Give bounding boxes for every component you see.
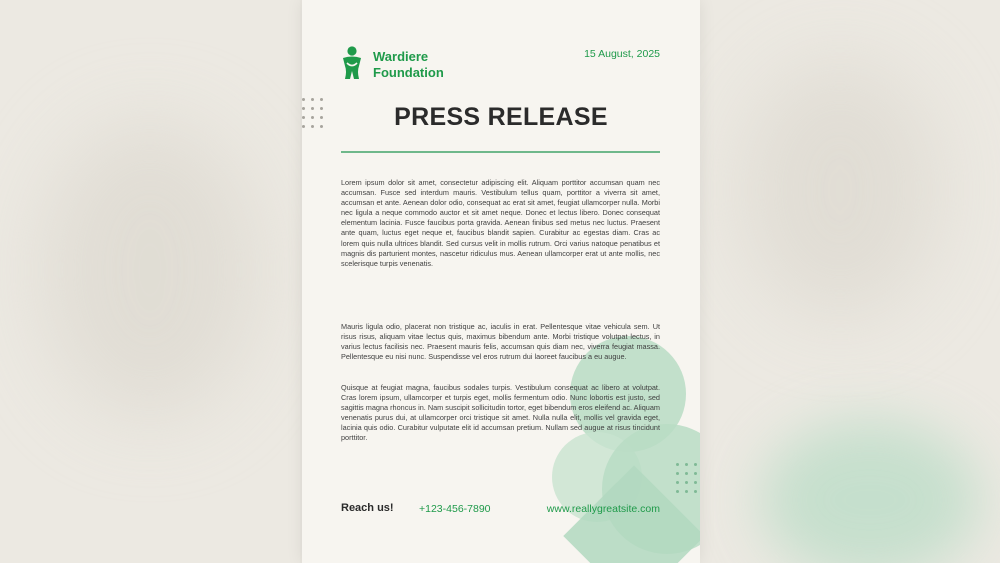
- body-paragraph: Quisque at feugiat magna, faucibus sodales turpis. Vestibulum consequat ac libero at volutpat. Cras lorem ipsum, ullamcorper et turpis eget, mollis fermentum odio. Nunc lobortis est justo, sed sagittis magna rhoncus in. Nam suscipit sollicitudin tortor, eget bibendum eros eleifend ac. Aliquam venenatis purus dui, at ullamcorper orci tristique sit amet. Nulla nulla elit, mollis vel gravida eget, lacinia quis odio. Curabitur vulputate elit id accumsan pretium. Nullam sed augue at risus tincidunt porttitor.: [341, 383, 660, 443]
- reach-us-label: Reach us!: [341, 502, 394, 514]
- contact-footer: [341, 502, 660, 518]
- phone-number[interactable]: +123-456-7890: [419, 503, 491, 515]
- body-paragraph: Lorem ipsum dolor sit amet, consectetur adipiscing elit. Aliquam porttitor accumsan quam nec accumsan. Fusce sed interdum mauris. Vestibulum tellus quam, porttitor a viverra sit amet, accumsan et ante. Aenean dolor odio, consequat ac erat sit amet, feugiat ullamcorper nulla. Morbi nec ligula a neque commodo auctor et sit amet neque. Donec et lectus libero. Donec consequat elementum lacinia. Fusce faucibus porta gravida. Aenean finibus sed metus nec luctus. Praesent ante quam, luctus eget neque et, faucibus blandit sapien. Curabitur ac egestas diam. Cras ac lorem quis nulla ultrices blandit. Sed cursus velit in mollis rutrum. Orci varius natoque penatibus et magnis dis parturient montes, nascetur ridiculus mus. Aenean ullamcorper erat ut ante mollis, nec scelerisque turpis venenatis.: [341, 178, 660, 268]
- website-link[interactable]: www.reallygreatsite.com: [546, 503, 660, 515]
- person-figure-logo-icon: [340, 46, 364, 80]
- title-divider: [341, 151, 660, 153]
- page-title: PRESS RELEASE: [394, 103, 608, 131]
- organization-name-line2: Foundation: [373, 65, 444, 80]
- organization-name: [373, 49, 493, 81]
- left-blurred-backdrop: [0, 0, 300, 563]
- body-paragraph: Mauris ligula odio, placerat non tristique ac, iaculis in erat. Pellentesque vitae vehicula sem. Ut risus risus, aliquam vitae lectus quis, maximus bibendum ante. Morbi tristique volutpat lectus, in varius lectus facilisis nec. Praesent mauris felis, accumsan quis diam nec, viverra feugiat massa. Pellentesque eu nisi nunc. Suspendisse vel eros rutrum dui laoreet faucibus a eu augue.: [341, 322, 660, 362]
- press-release-page: [302, 0, 700, 563]
- right-blurred-backdrop: [700, 0, 1000, 563]
- decorative-dot-grid: [676, 463, 697, 493]
- page-header: [340, 44, 660, 84]
- organization-name-line1: Wardiere: [373, 49, 429, 64]
- release-date: 15 August, 2025: [584, 48, 660, 60]
